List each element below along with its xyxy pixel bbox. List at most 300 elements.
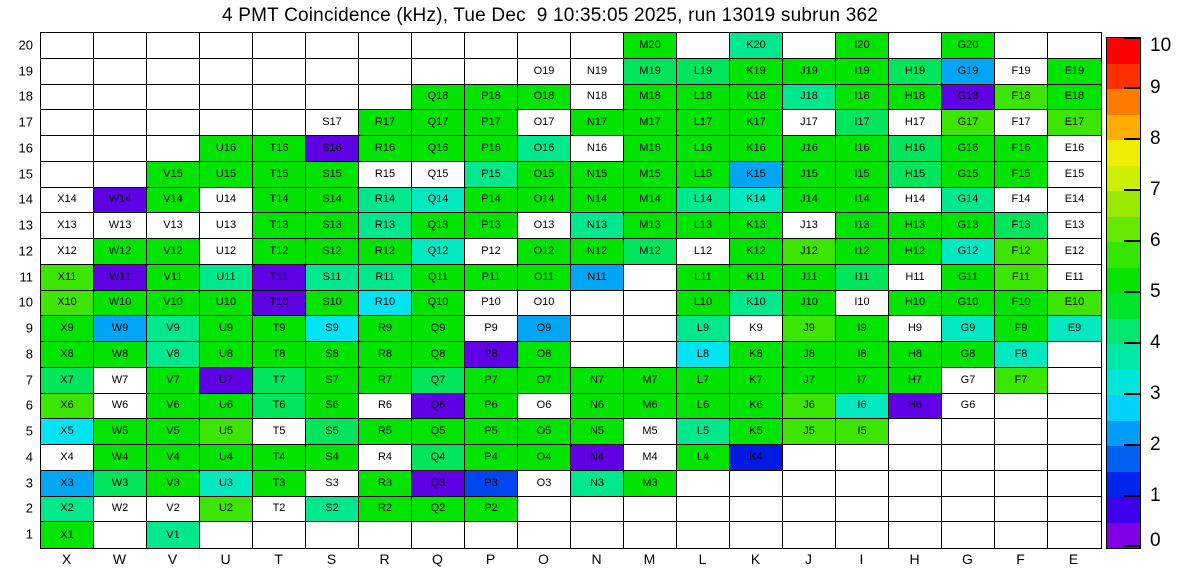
grid-cell-W7: W7: [94, 368, 147, 394]
grid-cell-Q4: Q4: [412, 445, 465, 471]
grid-cell-G12: G12: [942, 239, 995, 265]
grid-cell-J15: J15: [783, 162, 836, 188]
grid-cell-N7: N7: [571, 368, 624, 394]
grid-cell-I17: I17: [836, 110, 889, 136]
grid-cell-Q7: Q7: [412, 368, 465, 394]
grid-cell-empty: [518, 497, 571, 523]
grid-cell-R11: R11: [359, 265, 412, 291]
grid-cell-empty: [624, 265, 677, 291]
grid-cell-E13: E13: [1048, 213, 1101, 239]
grid-cell-empty: [942, 419, 995, 445]
grid-cell-empty: [571, 497, 624, 523]
grid-cell-J19: J19: [783, 59, 836, 85]
grid-cell-U13: U13: [200, 213, 253, 239]
y-axis-tick-17: 17: [18, 114, 33, 130]
colorbar-band: [1107, 115, 1140, 141]
grid-cell-I8: I8: [836, 342, 889, 368]
grid-cell-F8: F8: [995, 342, 1048, 368]
grid-cell-G9: G9: [942, 316, 995, 342]
grid-cell-E17: E17: [1048, 110, 1101, 136]
y-axis-tick-8: 8: [25, 346, 33, 362]
x-axis-tick-F: F: [1016, 551, 1025, 567]
grid-cell-R17: R17: [359, 110, 412, 136]
grid-cell-E16: E16: [1048, 136, 1101, 162]
y-axis-tick-12: 12: [18, 243, 33, 259]
grid-cell-empty: [200, 85, 253, 111]
grid-cell-L10: L10: [677, 291, 730, 317]
colorbar-band: [1107, 38, 1140, 64]
grid-cell-empty: [571, 33, 624, 59]
grid-cell-S10: S10: [306, 291, 359, 317]
grid-cell-F18: F18: [995, 85, 1048, 111]
grid-cell-V2: V2: [147, 497, 200, 523]
grid-cell-I9: I9: [836, 316, 889, 342]
grid-cell-N14: N14: [571, 188, 624, 214]
grid-cell-X14: X14: [41, 188, 94, 214]
grid-cell-U12: U12: [200, 239, 253, 265]
grid-cell-O4: O4: [518, 445, 571, 471]
grid-cell-J11: J11: [783, 265, 836, 291]
grid-cell-P3: P3: [465, 471, 518, 497]
grid-cell-O13: O13: [518, 213, 571, 239]
grid-cell-empty: [253, 33, 306, 59]
grid-cell-L7: L7: [677, 368, 730, 394]
grid-cell-X13: X13: [41, 213, 94, 239]
grid-cell-X7: X7: [41, 368, 94, 394]
grid-cell-H16: H16: [889, 136, 942, 162]
grid-cell-N12: N12: [571, 239, 624, 265]
grid-cell-H18: H18: [889, 85, 942, 111]
grid-cell-empty: [730, 522, 783, 548]
grid-cell-E12: E12: [1048, 239, 1101, 265]
grid-cell-empty: [995, 33, 1048, 59]
colorbar-tick-label-2: 2: [1150, 434, 1161, 455]
grid-cell-Q18: Q18: [412, 85, 465, 111]
grid-cell-V14: V14: [147, 188, 200, 214]
grid-cell-N13: N13: [571, 213, 624, 239]
grid-cell-I11: I11: [836, 265, 889, 291]
grid-cell-G8: G8: [942, 342, 995, 368]
grid-cell-U3: U3: [200, 471, 253, 497]
grid-cell-empty: [41, 59, 94, 85]
grid-cell-O16: O16: [518, 136, 571, 162]
grid-cell-empty: [995, 471, 1048, 497]
colorbar-band: [1107, 421, 1140, 447]
grid-cell-empty: [624, 342, 677, 368]
grid-cell-F7: F7: [995, 368, 1048, 394]
y-axis-tick-4: 4: [25, 449, 33, 465]
y-axis-tick-2: 2: [25, 500, 33, 516]
grid-cell-O6: O6: [518, 394, 571, 420]
grid-cell-V11: V11: [147, 265, 200, 291]
grid-cell-I16: I16: [836, 136, 889, 162]
grid-cell-M13: M13: [624, 213, 677, 239]
grid-cell-empty: [624, 522, 677, 548]
grid-cell-S13: S13: [306, 213, 359, 239]
grid-cell-U6: U6: [200, 394, 253, 420]
grid-cell-S2: S2: [306, 497, 359, 523]
x-axis-tick-S: S: [326, 551, 337, 567]
y-axis-tick-14: 14: [18, 191, 33, 207]
grid-cell-L11: L11: [677, 265, 730, 291]
grid-cell-M12: M12: [624, 239, 677, 265]
grid-cell-empty: [359, 33, 412, 59]
grid-cell-empty: [41, 110, 94, 136]
grid-cell-R5: R5: [359, 419, 412, 445]
grid-cell-M19: M19: [624, 59, 677, 85]
grid-cell-T3: T3: [253, 471, 306, 497]
grid-cell-M3: M3: [624, 471, 677, 497]
grid-cell-X8: X8: [41, 342, 94, 368]
grid-cell-V9: V9: [147, 316, 200, 342]
grid-cell-J14: J14: [783, 188, 836, 214]
grid-cell-J16: J16: [783, 136, 836, 162]
grid-cell-N15: N15: [571, 162, 624, 188]
colorbar-tick-label-4: 4: [1150, 332, 1161, 353]
grid-cell-Q13: Q13: [412, 213, 465, 239]
y-axis-tick-16: 16: [18, 140, 33, 156]
grid-cell-K8: K8: [730, 342, 783, 368]
grid-cell-empty: [836, 497, 889, 523]
colorbar-band: [1107, 166, 1140, 192]
grid-cell-S11: S11: [306, 265, 359, 291]
grid-cell-empty: [571, 522, 624, 548]
grid-cell-P5: P5: [465, 419, 518, 445]
grid-cell-empty: [147, 136, 200, 162]
grid-cell-U9: U9: [200, 316, 253, 342]
grid-cell-empty: [41, 85, 94, 111]
grid-cell-K18: K18: [730, 85, 783, 111]
grid-cell-L8: L8: [677, 342, 730, 368]
y-axis-tick-3: 3: [25, 475, 33, 491]
colorbar-tick-label-7: 7: [1150, 179, 1161, 200]
x-axis-tick-M: M: [643, 551, 656, 567]
colorbar-tick-mark: [1124, 545, 1140, 547]
grid-cell-empty: [147, 85, 200, 111]
grid-cell-empty: [253, 59, 306, 85]
grid-cell-G6: G6: [942, 394, 995, 420]
grid-cell-empty: [147, 110, 200, 136]
grid-cell-empty: [783, 497, 836, 523]
grid-cell-O18: O18: [518, 85, 571, 111]
grid-cell-empty: [889, 471, 942, 497]
grid-cell-L15: L15: [677, 162, 730, 188]
grid-cell-V13: V13: [147, 213, 200, 239]
colorbar-band: [1107, 446, 1140, 472]
grid-cell-empty: [1048, 471, 1101, 497]
grid-cell-P16: P16: [465, 136, 518, 162]
grid-cell-empty: [942, 445, 995, 471]
grid-cell-G11: G11: [942, 265, 995, 291]
x-axis-tick-E: E: [1068, 551, 1079, 567]
grid-cell-F19: F19: [995, 59, 1048, 85]
colorbar-band: [1107, 89, 1140, 115]
grid-cell-O12: O12: [518, 239, 571, 265]
grid-cell-empty: [41, 136, 94, 162]
grid-cell-F9: F9: [995, 316, 1048, 342]
grid-cell-R13: R13: [359, 213, 412, 239]
grid-cell-Q5: Q5: [412, 419, 465, 445]
grid-cell-S12: S12: [306, 239, 359, 265]
grid-cell-empty: [836, 522, 889, 548]
grid-cell-empty: [147, 59, 200, 85]
grid-cell-N6: N6: [571, 394, 624, 420]
grid-cell-S6: S6: [306, 394, 359, 420]
grid-cell-O9: O9: [518, 316, 571, 342]
grid-cell-empty: [253, 85, 306, 111]
grid-cell-J12: J12: [783, 239, 836, 265]
grid-cell-K14: K14: [730, 188, 783, 214]
grid-cell-L18: L18: [677, 85, 730, 111]
colorbar-tick-mark: [1124, 189, 1140, 191]
colorbar-tick-label-3: 3: [1150, 383, 1161, 404]
grid-cell-M4: M4: [624, 445, 677, 471]
grid-cell-S15: S15: [306, 162, 359, 188]
grid-cell-empty: [1048, 342, 1101, 368]
grid-cell-K12: K12: [730, 239, 783, 265]
grid-cell-V5: V5: [147, 419, 200, 445]
grid-cell-G17: G17: [942, 110, 995, 136]
grid-cell-empty: [942, 497, 995, 523]
grid-cell-empty: [995, 445, 1048, 471]
grid-cell-empty: [783, 471, 836, 497]
grid-cell-O11: O11: [518, 265, 571, 291]
grid-cell-empty: [730, 471, 783, 497]
grid-cell-empty: [200, 110, 253, 136]
grid-cell-K13: K13: [730, 213, 783, 239]
grid-cell-E11: E11: [1048, 265, 1101, 291]
grid-cell-O15: O15: [518, 162, 571, 188]
grid-cell-K4: K4: [730, 445, 783, 471]
grid-cell-J7: J7: [783, 368, 836, 394]
colorbar-band: [1107, 191, 1140, 217]
grid-cell-empty: [783, 522, 836, 548]
grid-cell-X6: X6: [41, 394, 94, 420]
grid-cell-V10: V10: [147, 291, 200, 317]
grid-cell-M17: M17: [624, 110, 677, 136]
grid-cell-O14: O14: [518, 188, 571, 214]
grid-cell-P2: P2: [465, 497, 518, 523]
x-axis-tick-W: W: [112, 551, 127, 567]
grid-cell-W9: W9: [94, 316, 147, 342]
grid-cell-empty: [571, 291, 624, 317]
grid-cell-P9: P9: [465, 316, 518, 342]
grid-cell-I20: I20: [836, 33, 889, 59]
grid-cell-J18: J18: [783, 85, 836, 111]
grid-cell-R15: R15: [359, 162, 412, 188]
grid-cell-empty: [306, 85, 359, 111]
grid-cell-V8: V8: [147, 342, 200, 368]
grid-cell-empty: [1048, 522, 1101, 548]
grid-cell-G16: G16: [942, 136, 995, 162]
grid-cell-F13: F13: [995, 213, 1048, 239]
grid-cell-empty: [253, 522, 306, 548]
grid-cell-W8: W8: [94, 342, 147, 368]
grid-cell-empty: [571, 342, 624, 368]
grid-cell-empty: [836, 445, 889, 471]
grid-cell-X10: X10: [41, 291, 94, 317]
grid-cell-G7: G7: [942, 368, 995, 394]
grid-cell-P14: P14: [465, 188, 518, 214]
grid-cell-M5: M5: [624, 419, 677, 445]
grid-cell-M18: M18: [624, 85, 677, 111]
grid-cell-P8: P8: [465, 342, 518, 368]
grid-cell-R7: R7: [359, 368, 412, 394]
grid-cell-X11: X11: [41, 265, 94, 291]
grid-cell-H7: H7: [889, 368, 942, 394]
grid-cell-W10: W10: [94, 291, 147, 317]
x-axis-tick-J: J: [805, 551, 812, 567]
grid-cell-U4: U4: [200, 445, 253, 471]
grid-cell-U14: U14: [200, 188, 253, 214]
grid-cell-R6: R6: [359, 394, 412, 420]
grid-cell-F16: F16: [995, 136, 1048, 162]
y-axis-tick-6: 6: [25, 397, 33, 413]
grid-cell-T15: T15: [253, 162, 306, 188]
grid-cell-R12: R12: [359, 239, 412, 265]
grid-cell-L19: L19: [677, 59, 730, 85]
grid-cell-N18: N18: [571, 85, 624, 111]
grid-cell-G19: G19: [942, 59, 995, 85]
grid-cell-E14: E14: [1048, 188, 1101, 214]
grid-cell-empty: [1048, 445, 1101, 471]
grid-cell-M7: M7: [624, 368, 677, 394]
grid-cell-empty: [1048, 497, 1101, 523]
grid-cell-H14: H14: [889, 188, 942, 214]
grid-cell-Q14: Q14: [412, 188, 465, 214]
grid-cell-J6: J6: [783, 394, 836, 420]
grid-cell-F17: F17: [995, 110, 1048, 136]
grid-cell-empty: [1048, 33, 1101, 59]
grid-cell-P10: P10: [465, 291, 518, 317]
grid-cell-O19: O19: [518, 59, 571, 85]
grid-cell-empty: [253, 110, 306, 136]
grid-cell-V12: V12: [147, 239, 200, 265]
grid-cell-empty: [995, 419, 1048, 445]
grid-cell-N16: N16: [571, 136, 624, 162]
grid-cell-H10: H10: [889, 291, 942, 317]
grid-cell-U7: U7: [200, 368, 253, 394]
grid-cell-T13: T13: [253, 213, 306, 239]
grid-cell-K7: K7: [730, 368, 783, 394]
grid-cell-empty: [942, 471, 995, 497]
grid-cell-I13: I13: [836, 213, 889, 239]
grid-cell-G14: G14: [942, 188, 995, 214]
grid-cell-H8: H8: [889, 342, 942, 368]
colorbar-band: [1107, 344, 1140, 370]
grid-cell-empty: [889, 445, 942, 471]
grid-cell-N17: N17: [571, 110, 624, 136]
grid-cell-empty: [624, 497, 677, 523]
grid-cell-N5: N5: [571, 419, 624, 445]
x-axis-tick-R: R: [379, 551, 390, 567]
grid-cell-T8: T8: [253, 342, 306, 368]
grid-cell-empty: [995, 522, 1048, 548]
grid-cell-Q16: Q16: [412, 136, 465, 162]
colorbar-tick-label-0: 0: [1150, 530, 1161, 551]
grid-cell-L4: L4: [677, 445, 730, 471]
grid-cell-P18: P18: [465, 85, 518, 111]
grid-cell-empty: [412, 59, 465, 85]
grid-cell-G13: G13: [942, 213, 995, 239]
grid-cell-empty: [412, 33, 465, 59]
grid-cell-H15: H15: [889, 162, 942, 188]
grid-cell-T9: T9: [253, 316, 306, 342]
grid-cell-U16: U16: [200, 136, 253, 162]
grid-cell-S9: S9: [306, 316, 359, 342]
grid-cell-H11: H11: [889, 265, 942, 291]
grid-cell-E15: E15: [1048, 162, 1101, 188]
grid-cell-R10: R10: [359, 291, 412, 317]
grid-cell-K16: K16: [730, 136, 783, 162]
grid-cell-empty: [359, 59, 412, 85]
grid-cell-M6: M6: [624, 394, 677, 420]
grid-cell-Q17: Q17: [412, 110, 465, 136]
colorbar-tick-label-8: 8: [1150, 128, 1161, 149]
grid-cell-empty: [200, 522, 253, 548]
grid-cell-X9: X9: [41, 316, 94, 342]
grid-cell-K11: K11: [730, 265, 783, 291]
grid-cell-G10: G10: [942, 291, 995, 317]
colorbar: [1106, 37, 1141, 549]
grid-cell-empty: [465, 522, 518, 548]
grid-cell-empty: [571, 316, 624, 342]
grid-cell-W6: W6: [94, 394, 147, 420]
colorbar-band: [1107, 293, 1140, 319]
grid-cell-N11: N11: [571, 265, 624, 291]
grid-cell-V4: V4: [147, 445, 200, 471]
grid-cell-H9: H9: [889, 316, 942, 342]
grid-cell-J9: J9: [783, 316, 836, 342]
grid-cell-V6: V6: [147, 394, 200, 420]
grid-cell-V7: V7: [147, 368, 200, 394]
grid-cell-P11: P11: [465, 265, 518, 291]
grid-cell-empty: [677, 497, 730, 523]
grid-cell-K6: K6: [730, 394, 783, 420]
grid-cell-V3: V3: [147, 471, 200, 497]
grid-cell-S8: S8: [306, 342, 359, 368]
grid-cell-empty: [94, 59, 147, 85]
grid-cell-H13: H13: [889, 213, 942, 239]
x-axis-tick-X: X: [61, 551, 72, 567]
grid-cell-empty: [783, 33, 836, 59]
grid-cell-G20: G20: [942, 33, 995, 59]
grid-cell-T12: T12: [253, 239, 306, 265]
colorbar-tick-mark: [1124, 393, 1140, 395]
grid-cell-S7: S7: [306, 368, 359, 394]
grid-cell-empty: [94, 522, 147, 548]
grid-cell-L17: L17: [677, 110, 730, 136]
grid-cell-S4: S4: [306, 445, 359, 471]
grid-cell-O10: O10: [518, 291, 571, 317]
grid-cell-V1: V1: [147, 522, 200, 548]
grid-cell-U8: U8: [200, 342, 253, 368]
grid-cell-empty: [359, 522, 412, 548]
grid-cell-O7: O7: [518, 368, 571, 394]
grid-cell-P4: P4: [465, 445, 518, 471]
grid-cell-Q8: Q8: [412, 342, 465, 368]
grid-cell-R8: R8: [359, 342, 412, 368]
grid-cell-H19: H19: [889, 59, 942, 85]
grid-cell-empty: [889, 522, 942, 548]
y-axis-tick-1: 1: [25, 526, 33, 542]
grid-cell-E9: E9: [1048, 316, 1101, 342]
grid-cell-M20: M20: [624, 33, 677, 59]
x-axis-tick-T: T: [274, 551, 283, 567]
colorbar-band: [1107, 268, 1140, 294]
grid-cell-empty: [995, 497, 1048, 523]
grid-cell-X1: X1: [41, 522, 94, 548]
